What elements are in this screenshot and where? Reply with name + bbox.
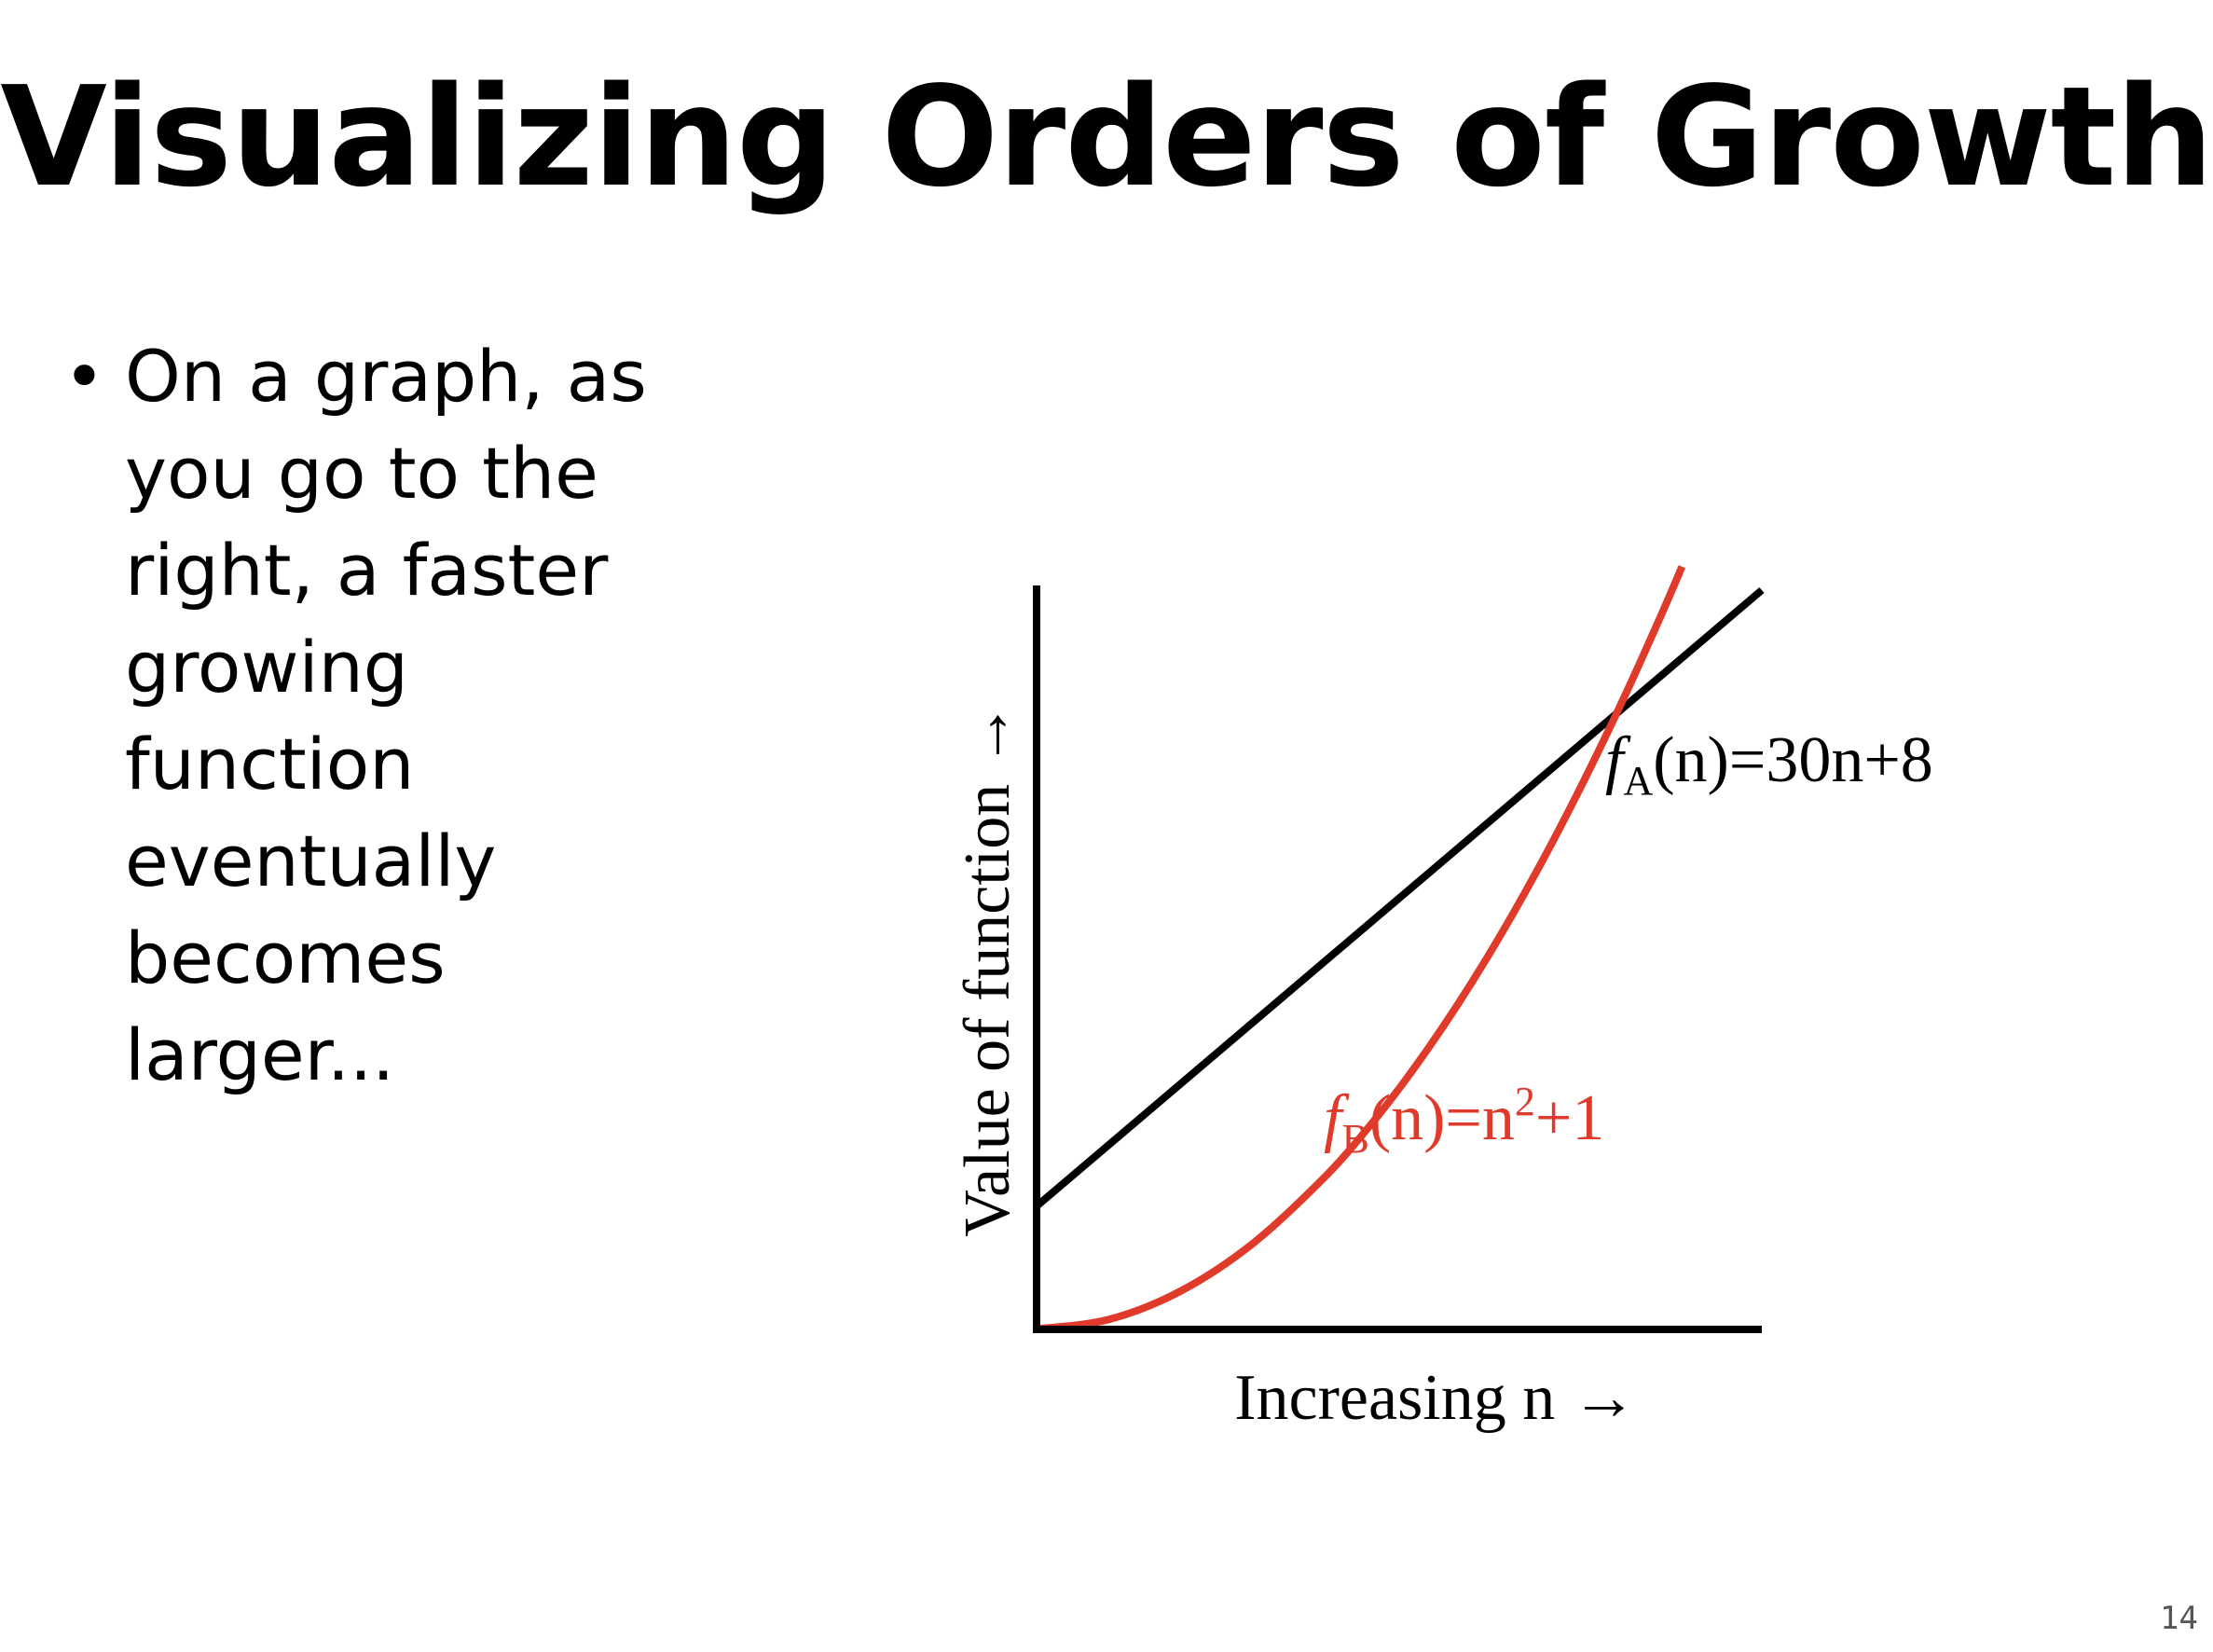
bullet-line: becomes [125, 916, 446, 999]
bullet-line: eventually [125, 819, 497, 902]
page-number: 14 [2160, 1600, 2198, 1637]
series-b-line [1037, 567, 1682, 1329]
series-a-label [1605, 724, 1933, 804]
series-a-label-rest: (n)=30n+8 [1653, 724, 1933, 796]
series-b-label [1324, 1079, 1604, 1162]
series-b-label-pre: (n)=n [1368, 1082, 1515, 1154]
bullet-line: growing [125, 626, 408, 709]
bullet-line: On a graph, as [125, 335, 647, 418]
series-a-label-sub: A [1623, 758, 1654, 804]
series-b-label-sup: 2 [1514, 1079, 1535, 1124]
series-b-label-f: f [1324, 1082, 1342, 1154]
bullet-line: right, a faster [125, 529, 609, 612]
series-a-label-f: f [1605, 724, 1624, 796]
y-axis-label: Value of function → [952, 702, 1024, 1237]
bullet-dot: • [63, 335, 105, 418]
bullet-line: larger... [125, 1013, 395, 1096]
series-b-label-sub: B [1341, 1116, 1369, 1162]
x-axis-label: Increasing n → [1234, 1362, 1637, 1434]
plot-lines [1037, 567, 1762, 1329]
series-b-label-post: +1 [1534, 1082, 1605, 1154]
bullet-line: you go to the [125, 432, 598, 515]
slide-title: Visualizing Orders of Growth [0, 57, 2213, 217]
axes [1033, 585, 1762, 1333]
bullet-line: function [125, 723, 415, 805]
